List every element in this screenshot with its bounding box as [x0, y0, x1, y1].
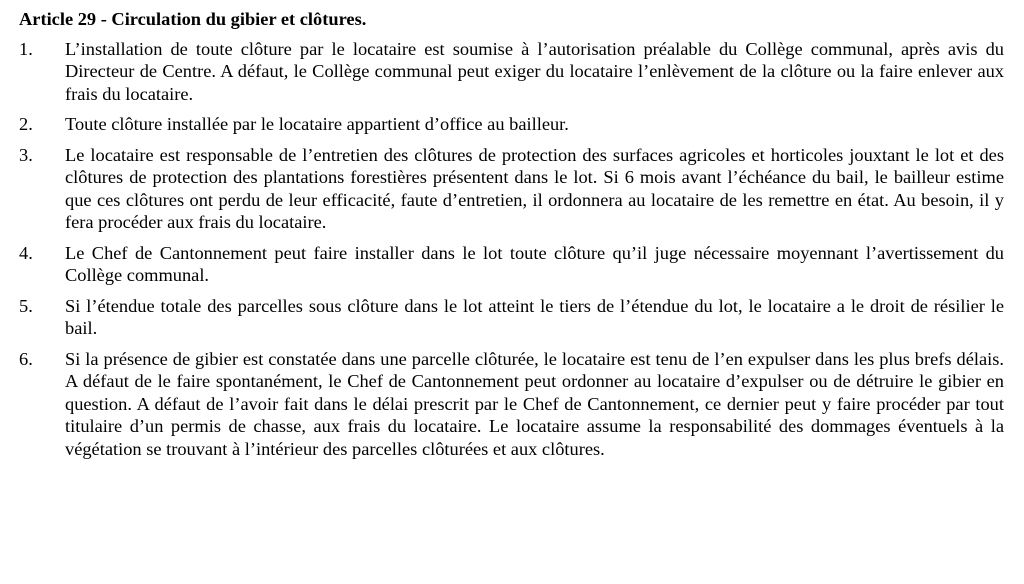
item-number: 3.	[19, 144, 33, 165]
item-text: Le Chef de Cantonnement peut faire installer dans le lot toute clôture qu’il juge nécessaire moyennant l’avertissement du Collège communal.	[65, 242, 1004, 285]
list-item-4	[19, 242, 1004, 287]
list-item-6	[19, 348, 1004, 461]
item-number: 5.	[19, 295, 33, 316]
article-items-list	[19, 38, 1004, 461]
item-text: Si l’étendue totale des parcelles sous clôture dans le lot atteint le tiers de l’étendue du lot, le locataire a le droit de résilier le bail.	[65, 295, 1004, 338]
item-number: 6.	[19, 348, 33, 369]
item-number: 4.	[19, 242, 33, 263]
item-text: Toute clôture installée par le locataire appartient d’office au bailleur.	[65, 114, 569, 134]
item-text: L’installation de toute clôture par le locataire est soumise à l’autorisation préalable du Collège communal, après avis du Directeur de Centre. A défaut, le Collège communal peut exiger du locataire l’enlèvement de la clôture ou la faire enlever aux frais du locataire.	[65, 38, 1004, 104]
list-item-1	[19, 38, 1004, 106]
list-item-2	[19, 113, 1004, 136]
item-text: Le locataire est responsable de l’entretien des clôtures de protection des surfaces agricoles et horticoles jouxtant le lot et des clôtures de protection des plantations forestières présentent dans le lot. Si 6 mois avant l’échéance du bail, le bailleur estime que ces clôtures ont perdu de leur efficacité, faute d’entretien, il ordonnera au locataire de les remettre en état. Au besoin, il y fera procéder aux frais du locataire.	[65, 144, 1004, 232]
list-item-3	[19, 144, 1004, 234]
list-item-5	[19, 295, 1004, 340]
item-number: 1.	[19, 38, 33, 59]
article-title: Article 29 - Circulation du gibier et clôtures.	[19, 9, 367, 29]
item-text: Si la présence de gibier est constatée dans une parcelle clôturée, le locataire est tenu de l’en expulser dans les plus brefs délais. A défaut de le faire spontanément, le Chef de Cantonnement peut ordonner au locataire d’expulser ou de détruire le gibier en question. A défaut de l’avoir fait dans le délai prescrit par le Chef de Cantonnement, ce dernier peut y faire procéder par tout titulaire d’un permis de chasse, aux frais du locataire. Le locataire assume la responsabilité des dommages éventuels à la végétation se trouvant à l’intérieur des parcelles clôturées et aux clôtures.	[65, 348, 1004, 459]
item-number: 2.	[19, 114, 33, 134]
